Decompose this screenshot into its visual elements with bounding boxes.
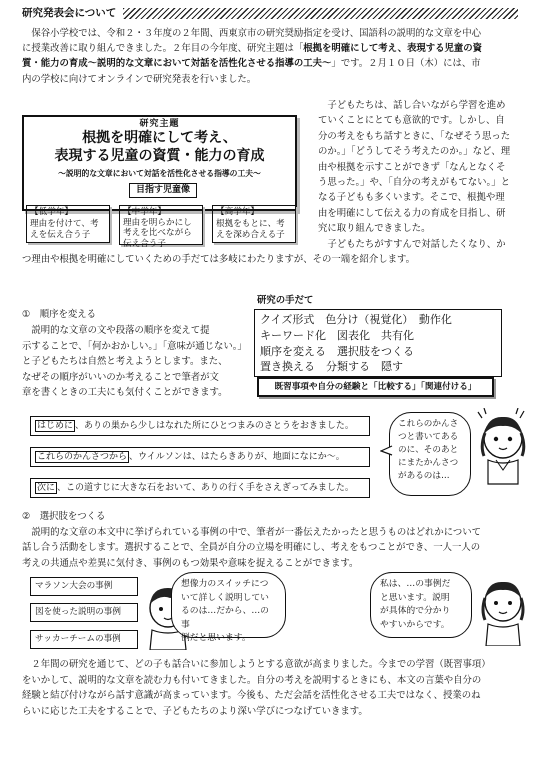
theme-subtitle: ～説明的な文章において対話を活性化させる指導の工夫～ bbox=[58, 169, 261, 178]
intro-line: 保谷小学校では、令和２・３年度の２年間、西東京市の研究奨励指定を受け、国語科の説明的な文章を中心 bbox=[31, 28, 482, 39]
heading-hatch-decoration bbox=[123, 8, 518, 19]
bubble-line: があるのは… bbox=[398, 471, 450, 481]
methods-title: 研究の手だて bbox=[257, 295, 314, 306]
goal-grade: 【高学年】 bbox=[216, 207, 259, 217]
section1-line: と子どもたちは自然と考えようとします。また、 bbox=[22, 356, 228, 368]
bubble-line: つと書いてある bbox=[398, 432, 459, 442]
theme-main-line-2: 表現する児童の資質・能力の育成 bbox=[54, 148, 265, 164]
goal-text: 根拠をもとに、考 bbox=[216, 218, 285, 229]
closing-line: 経験と結び付けながら話す意識が高まっています。今後も、ただ会話を活性化させる工夫ではなく、授業のね bbox=[22, 690, 481, 702]
section1-body bbox=[22, 323, 250, 401]
example-marker: これらのかんさつから bbox=[37, 452, 128, 462]
section1-line: 示することで、「何かおかしい。」「意味が通じない。」 bbox=[22, 340, 247, 352]
kizon-box: 既習事項や自分の経験と「比較する」「関連付ける」 bbox=[257, 377, 494, 397]
right-line: 由を明確にして伝える力の育成を目指し、研 bbox=[318, 207, 506, 219]
goal-box-lower bbox=[26, 205, 110, 243]
bubble-line: と思います。説明 bbox=[380, 592, 450, 603]
choice-box: サッカーチームの事例 bbox=[30, 630, 138, 649]
speech-bubble-3 bbox=[370, 572, 472, 638]
closing-line: をいかして、説明的な文章を読む力も付いてきました。自分の考えを説明するときにも、本文の言葉や自分の bbox=[22, 674, 482, 686]
right-line: 子どもたちは、話し合いながら学習を進め bbox=[327, 100, 506, 111]
section2-line: 説明的な文章の本文中に挙げられている事例の中で、筆者が一番伝えたかったと思うものはどれかについて bbox=[31, 527, 482, 538]
example-marker: はじめに bbox=[37, 421, 74, 431]
section2-body bbox=[22, 525, 527, 571]
goal-text: 考えを比べながら bbox=[123, 228, 192, 238]
method-line: キーワード化 図表化 共有化 bbox=[260, 328, 414, 342]
example-text: 、この道すじに大きな石をおいて、ありの行く手をさえぎってみました。 bbox=[57, 483, 354, 493]
bubble-line: 私は、…の事例だ bbox=[380, 579, 451, 589]
goal-box-upper bbox=[212, 205, 296, 243]
theme-main-line-1: 根拠を明確にして考え、 bbox=[82, 130, 237, 146]
right-line: なる子どもも多くいます。そこで、根拠や理 bbox=[318, 192, 505, 204]
method-line: クイズ形式 色分け（視覚化） 動作化 bbox=[260, 313, 452, 326]
intro-text: に授業改善に取り組んできました。２年目の今年度、研究主題は「 bbox=[22, 43, 304, 55]
goal-text: 理由を付けて、考 bbox=[30, 218, 99, 229]
right-line: 分の考えをもち話すときに、「なぜそう思った bbox=[318, 130, 511, 142]
choice-box: マラソン大会の事例 bbox=[30, 577, 138, 596]
intro-line: 内の学校に向けてオンラインで研究発表を行いました。 bbox=[22, 73, 257, 85]
theme-label: 研究主題 bbox=[139, 119, 180, 129]
section1-line: なぜその順序がいいのか考えることで筆者が文 bbox=[22, 371, 219, 383]
method-line: 順序を変える 選択肢をつくる bbox=[260, 344, 414, 358]
example-sentence bbox=[30, 416, 370, 436]
bubble-line: にまたかんさつ bbox=[398, 458, 459, 468]
right-column-continuation: つ理由や根拠を明確にしていくための手だては多岐にわたりますが、その一端を紹介します。 bbox=[22, 254, 416, 265]
right-line: う思った。」や、「自分の考えがもてない。」と bbox=[318, 177, 510, 189]
closing-line: ２年間の研究を通じて、どの子も話合いに参加しようとする意欲が高まりました。今までの学習（既習事項） bbox=[31, 659, 491, 670]
methods-box bbox=[254, 309, 502, 377]
closing-paragraph bbox=[22, 657, 527, 719]
goal-text: 伝え合う子 bbox=[123, 238, 166, 249]
page-heading: 研究発表会について bbox=[22, 7, 117, 19]
speech-bubble-1 bbox=[389, 412, 471, 496]
right-line: 究に取り組んできました。 bbox=[318, 223, 431, 235]
goal-grade: 【中学年】 bbox=[123, 207, 166, 217]
right-line: 由や根拠を示すことができず「なんとなくそ bbox=[318, 161, 506, 173]
intro-theme-bold: 質・能力の育成～説明的な文章において対話を活性化させる指導の工夫～ bbox=[22, 58, 332, 70]
section1-line: 説明的な文章の文や段落の順序を変えて提 bbox=[31, 325, 210, 336]
bubble-line: るのは…だから、…の事 bbox=[181, 606, 269, 630]
right-line: 子どもたちがすすんで対話したくなり、か bbox=[327, 238, 506, 250]
intro-paragraph bbox=[22, 26, 522, 87]
example-marker: 次に bbox=[37, 483, 56, 493]
goal-grade: 【低学年】 bbox=[30, 207, 73, 217]
method-line: 置き換える 分類する 隠す bbox=[260, 360, 403, 374]
goal-box-middle bbox=[119, 205, 203, 249]
bubble-tail-icon bbox=[380, 445, 394, 457]
section1-title: ① 順序を変える bbox=[22, 309, 97, 320]
section2-line: 話し合う活動をします。選択することで、全員が自分の立場を明確にし、考えをもつことができ、一人一人の bbox=[22, 542, 481, 554]
choice-box: 図を使った説明の事例 bbox=[30, 603, 138, 622]
right-line: ていくことにとても意欲的です。しかし、自 bbox=[318, 115, 505, 127]
child-girl-icon bbox=[474, 408, 532, 486]
bubble-line: のに、そのあと bbox=[398, 445, 459, 455]
bubble-line: が具体的で分かり bbox=[380, 606, 451, 616]
right-line: のか。」「どうしてそう考えたのか。」など、理 bbox=[318, 146, 511, 158]
right-column-text bbox=[318, 98, 523, 252]
bubble-line: これらのかんさ bbox=[398, 419, 459, 429]
intro-line bbox=[22, 41, 522, 56]
bubble-line: いて詳しく説明してい bbox=[181, 592, 269, 603]
goal-text: えを深め合える子 bbox=[216, 230, 285, 240]
section1-line: 章を書くときの工夫にも気付くことができます。 bbox=[22, 387, 228, 399]
bubble-line: 想像力のスイッチにつ bbox=[181, 579, 269, 589]
child-girl-2-icon bbox=[474, 574, 532, 646]
speech-bubble-2 bbox=[171, 572, 286, 643]
goal-label: 目指す児童像 bbox=[129, 183, 197, 198]
example-sentence bbox=[30, 478, 370, 498]
section2-line: 考えの共通点や差異に気付き、事例のもつ効果や意味を捉えることができます。 bbox=[22, 557, 359, 569]
bubble-line: 例だと思います。 bbox=[181, 633, 251, 643]
goal-text: 理由を明らかにし bbox=[123, 217, 192, 228]
section2-title: ② 選択肢をつくる bbox=[22, 511, 106, 522]
intro-text: 」です。２月１０日（木）には、市 bbox=[331, 58, 481, 70]
goal-text: えを伝え合う子 bbox=[30, 230, 91, 240]
example-text: 、ありの巣から少しはなれた所にひとつまみのさとうをおきました。 bbox=[75, 421, 354, 431]
intro-theme-bold: 根拠を明確にして考え、表現する児童の資 bbox=[303, 43, 482, 55]
bubble-line: やすいからです。 bbox=[380, 619, 450, 630]
intro-line bbox=[22, 56, 522, 71]
closing-line: らいに応じた工夫をすることで、子どもたちのより深い学びにつなげていきます。 bbox=[22, 705, 368, 717]
example-sentence bbox=[30, 447, 370, 467]
example-text: 、ウイルソンは、はたらきありが、地面になにか～。 bbox=[129, 452, 345, 462]
